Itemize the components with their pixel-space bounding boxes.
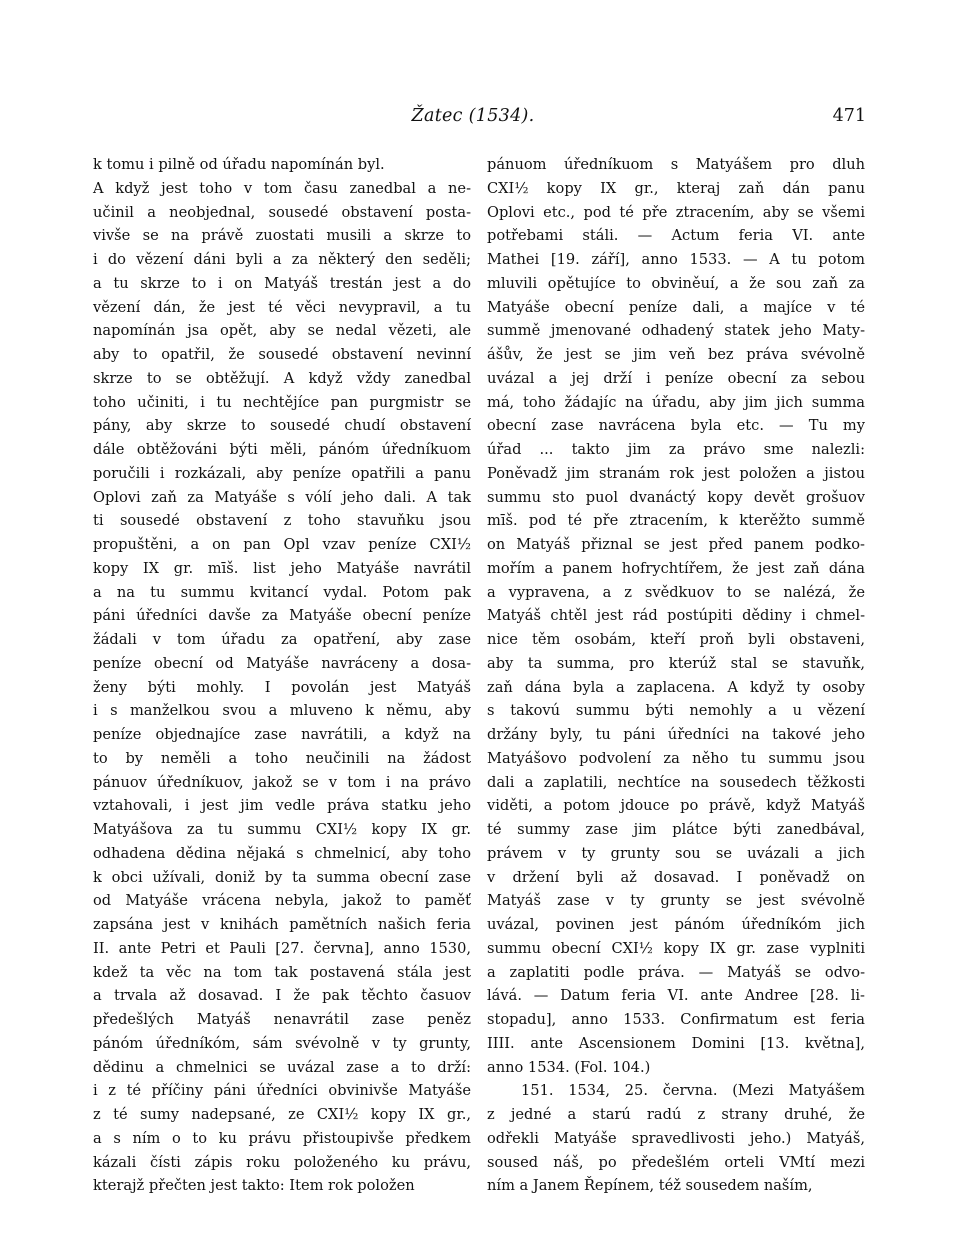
text-line: ním a Janem Řepínem, též sousedem naším, — [487, 1177, 813, 1195]
text-line: dále obtěžováni býti měli, pánóm úředníkuom — [93, 441, 471, 458]
text-line: anno 1534. (Fol. 104.) — [487, 1058, 651, 1076]
text-line: a na tu summu kvitancí vydal. Potom pak — [93, 583, 471, 601]
text-line: držány byly, tu páni úředníci na takové jeho — [487, 726, 865, 743]
text-line: a s ním o to ku právu přistoupivše předkem — [93, 1129, 471, 1147]
text-line: mořím a panem hofrychtířem, že jest zaň dána — [487, 559, 865, 577]
text-line: Matyášovo podvolení za něho tu summu jsou — [487, 749, 865, 767]
text-line: pánuov úředníkuov, jakož se v tom i na právo — [93, 773, 471, 791]
text-line: a tu skrze to i on Matyáš trestán jest a do — [93, 274, 471, 292]
text-line: Mathei [19. září], anno 1533. — A tu potom — [487, 251, 865, 268]
text-line: žádali v tom úřadu za opatření, aby zase — [93, 631, 471, 648]
text-line: kázali čísti zápis roku položeného ku právu, — [93, 1153, 471, 1171]
text-line: od Matyáše vrácena nebyla, jakož to paměť — [93, 892, 471, 910]
text-line: Matyáš chtěl jest rád postúpiti dědiny i chmel- — [487, 607, 865, 625]
text-line: peníze objednajíce zase navrátili, a když na — [93, 726, 471, 743]
running-title: Žatec (1534). — [411, 106, 535, 126]
text-line: stopadu], anno 1533. Confirmatum est feria — [487, 1011, 865, 1028]
text-line: pánuom úředníkuom s Matyášem pro dluh — [487, 156, 865, 173]
text-line: a zaplatiti podle práva. — Matyáš se odvo- — [487, 963, 865, 981]
text-line: summu sto puol dvanáctý kopy devět grošuov — [487, 488, 865, 506]
text-line: i do vězení dáni byli a za některý den seděli; — [93, 251, 471, 268]
text-line: Matyášova za tu summu CXI½ kopy IX gr. — [93, 821, 471, 838]
text-line: Poněvadž jim stranám rok jest položen a jistou — [487, 464, 865, 482]
text-line: 151. 1534, 25. června. (Mezi Matyášem — [521, 1082, 865, 1100]
text-line: vztahovali, i jest jim vedle práva statku jeho — [93, 797, 471, 815]
text-line: II. ante Petri et Pauli [27. června], anno 1530, — [93, 939, 471, 957]
text-line: soused náš, po předešlém orteli VMtí mezi — [487, 1153, 865, 1171]
text-line: A když jest toho v tom času zanedbal a ne- — [93, 179, 471, 197]
text-line: té summy zase jim plátce býti zanedbával, — [487, 821, 865, 838]
text-line: a trvala až dosavad. I že pak těchto časuov — [93, 987, 471, 1005]
right-column — [487, 153, 865, 1198]
text-line: má, toho žádajíc na úřadu, aby jim jich summa — [487, 393, 865, 411]
text-line: poručili i rozkázali, aby peníze opatřili a panu — [93, 464, 471, 482]
text-line: z jedné a starú radú z strany druhé, že — [487, 1106, 865, 1123]
page-header — [80, 106, 866, 136]
text-line: on Matyáš přiznal se jest před panem podko- — [487, 536, 865, 553]
text-line: aby to opatřil, že sousedé obstavení nevinní — [93, 346, 471, 363]
text-line: odhadena dědina nějaká s chmelnicí, aby toho — [93, 844, 471, 862]
text-line: úřad ... takto jim za právo sme nalezli: — [487, 441, 865, 458]
text-line: zapsána jest v knihách pamětních našich feria — [93, 916, 471, 933]
text-line: Matyáše obecní peníze dali, a majíce v té — [487, 298, 865, 316]
text-line: peníze obecní od Matyáše navráceny a dosa- — [93, 654, 471, 672]
text-line: toho učiniti, i tu nechtějíce pan purgmistr se — [93, 393, 471, 411]
page-number: 471 — [832, 106, 866, 126]
text-line: k tomu i pilně od úřadu napomínán byl. — [93, 156, 385, 173]
text-line: skrze to se obtěžují. A když vždy zanedbal — [93, 369, 471, 387]
text-line: mīš. pod té pře ztracením, k kterěžto summě — [487, 512, 865, 530]
text-line: ti sousedé obstavení z toho stavuňku jsou — [93, 512, 471, 530]
text-line: propuštěni, a on pan Opl vzav peníze CXI½ — [93, 536, 471, 553]
left-column — [93, 153, 471, 1198]
text-line: vivše se na právě zuostati musili a skrze to — [93, 227, 471, 245]
text-line: kterajž přečten jest takto: Item rok položen — [93, 1177, 415, 1195]
text-line: učinil a neobjednal, sousedé obstavení posta- — [93, 203, 471, 221]
text-line: aby ta summa, pro kterúž stal se stavuňk, — [487, 654, 865, 672]
text-line: Matyáš zase v ty grunty se jest svévolně — [487, 892, 865, 910]
text-line: Oplovi etc., pod té pře ztracením, aby se všemi — [487, 203, 865, 221]
text-line: ášův, že jest se jim veň bez práva svévolně — [487, 346, 865, 363]
text-line: dali a zaplatili, nechtíce na sousedech těžkosti — [487, 773, 865, 791]
text-line: uvázal, povinen jest pánóm úředníkóm jich — [487, 916, 865, 933]
text-line: uvázal a jej drží i peníze obecní za sebou — [487, 369, 865, 387]
text-line: i z té příčiny páni úředníci obvinivše Matyáše — [93, 1082, 471, 1100]
text-line: dědinu a chmelnici se uvázal zase a to drží: — [93, 1058, 471, 1076]
text-line: kopy IX gr. mīš. list jeho Matyáše navrátil — [93, 559, 471, 577]
text-line: i s manželkou svou a mluveno k němu, aby — [93, 702, 471, 720]
text-line: summu obecní CXI½ kopy IX gr. zase vyplniti — [487, 939, 865, 957]
text-line: mluvili opětujíce to obviněuí, a že sou zaň za — [487, 274, 865, 292]
text-line: potřebami stáli. — Actum feria VI. ante — [487, 227, 865, 245]
text-line: právem v ty grunty sou se uvázali a jich — [487, 844, 865, 862]
text-line: summě jmenované odhadený statek jeho Maty- — [487, 322, 865, 340]
text-line: lává. — Datum feria VI. ante Andree [28. li- — [487, 987, 865, 1005]
text-line: odřekli Matyáše spravedlivosti jeho.) Matyáš, — [487, 1129, 865, 1147]
text-line: vězení dán, že jest té věci nevypravil, a tu — [93, 298, 471, 316]
text-line: k obci užívali, doniž by ta summa obecní zase — [93, 868, 471, 886]
text-line: v držení byli až dosavad. I poněvadž on — [487, 868, 865, 886]
text-line: obecní zase navrácena byla etc. — Tu my — [487, 417, 865, 435]
text-line: z té sumy nadepsané, ze CXI½ kopy IX gr., — [93, 1106, 471, 1123]
text-line: kdež ta věc na tom tak postavená stála jest — [93, 963, 471, 981]
text-line: páni úředníci davše za Matyáše obecní peníze — [93, 607, 471, 625]
text-line: zaň dána byla a zaplacena. A když ty osoby — [487, 678, 865, 696]
text-line: to by neměli a toho neučinili na žádost — [93, 749, 471, 767]
text-line: s takovú summu býti nemohly a u vězení — [487, 702, 865, 720]
text-line: napomínán jsa opět, aby se nedal vězeti, ale — [93, 322, 471, 340]
text-line: IIII. ante Ascensionem Domini [13. května], — [487, 1034, 865, 1052]
text-line: ženy býti mohly. I povolán jest Matyáš — [93, 678, 471, 696]
text-line: nice těm osobám, kteří proň byli obstaveni, — [487, 631, 865, 648]
text-line: pány, aby skrze to sousedé chudí obstavení — [93, 417, 471, 435]
text-line: CXI½ kopy IX gr., kteraj zaň dán panu — [487, 179, 865, 197]
text-line: předešlých Matyáš nenavrátil zase peněz — [93, 1011, 471, 1028]
text-line: viděti, a potom jdouce po právě, když Matyáš — [487, 797, 865, 815]
text-line: a vypravena, a z svědkuov to se nalézá, že — [487, 583, 865, 601]
text-line: pánóm úředníkóm, sám svévolně v ty grunty, — [93, 1034, 471, 1052]
text-line: Oplovi zaň za Matyáše s vólí jeho dali. A tak — [93, 488, 471, 506]
